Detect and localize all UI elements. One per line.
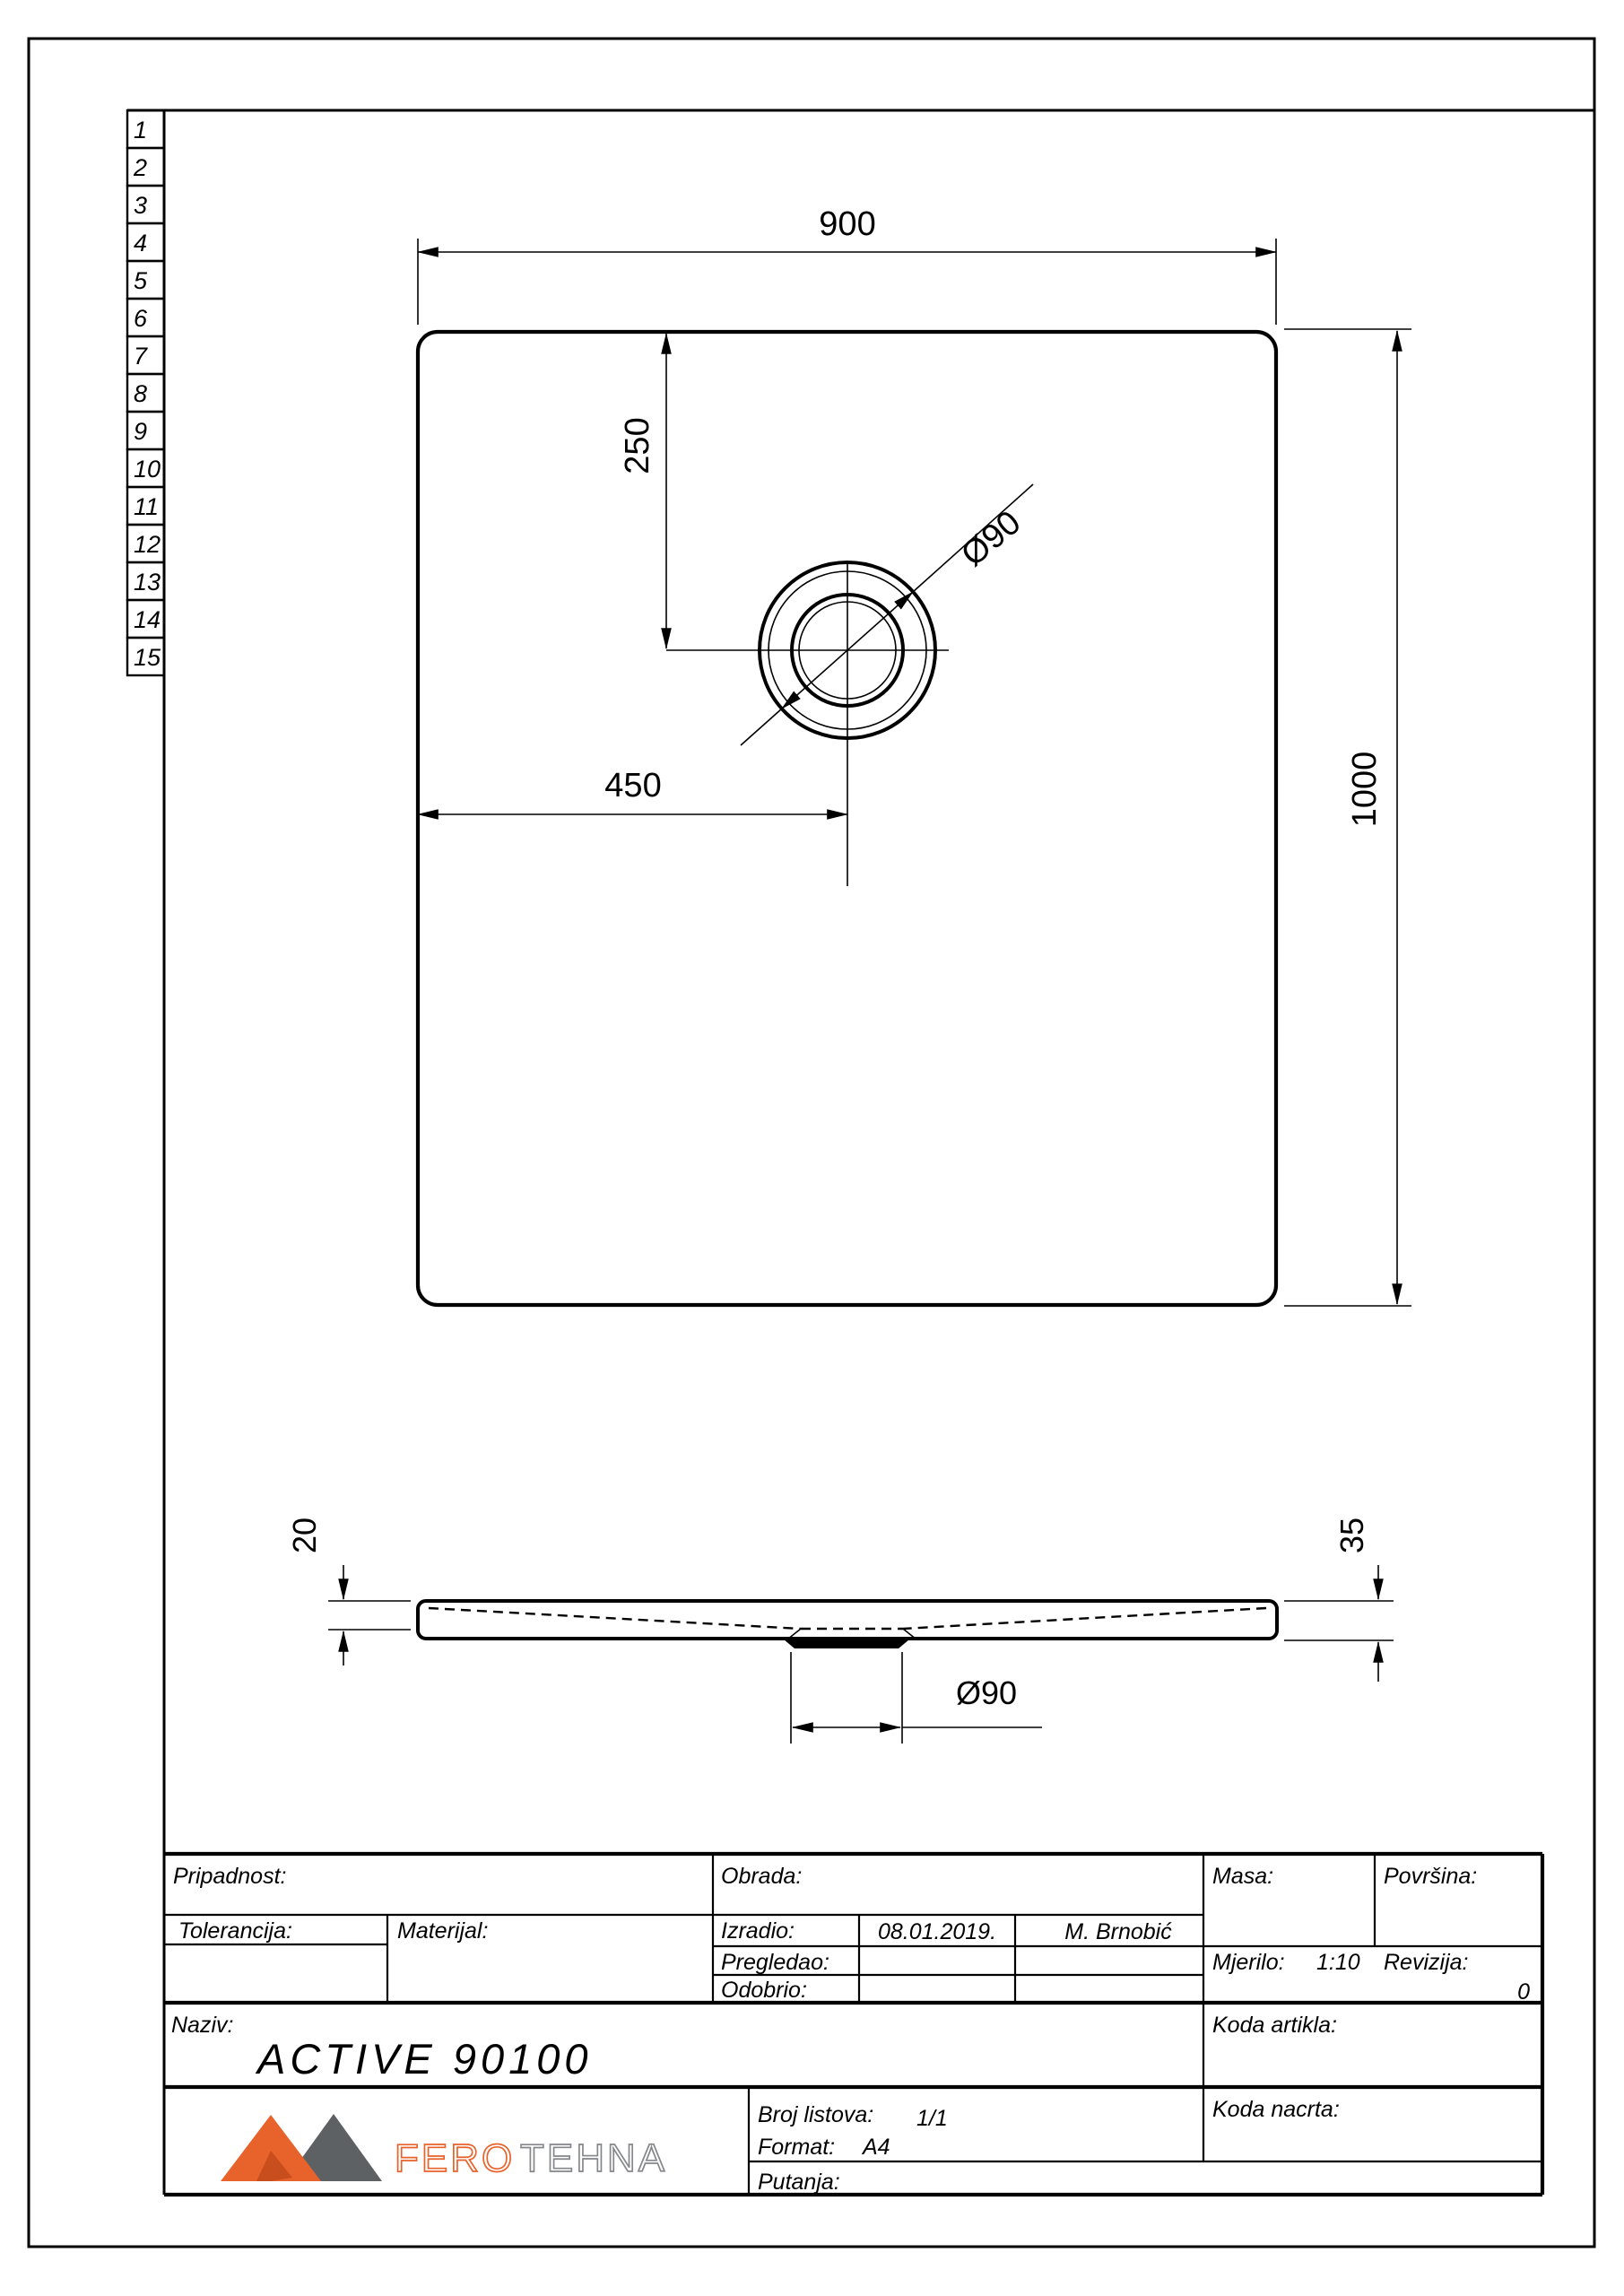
koda-nacrta-label: Koda nacrta: — [1212, 2097, 1340, 2122]
top-view — [418, 205, 1411, 1306]
title-block — [164, 1854, 1542, 2195]
koda-artikla-label: Koda artikla: — [1212, 2013, 1337, 2038]
naziv-label: Naziv: — [171, 2013, 234, 2038]
dim-35 — [1284, 1518, 1394, 1682]
row-number-text: 6 — [134, 305, 148, 332]
pregledao-label: Pregledao: — [721, 1950, 829, 1975]
dim-450 — [418, 767, 847, 814]
dim-35-text: 35 — [1333, 1517, 1370, 1554]
row-number-text: 9 — [134, 418, 148, 445]
obrada-label: Obrada: — [721, 1864, 803, 1889]
masa-label: Masa: — [1212, 1864, 1274, 1889]
floor-slope-left-hidden — [429, 1608, 801, 1629]
dim-1000-text: 1000 — [1346, 751, 1384, 828]
dim-900 — [418, 205, 1276, 325]
floor-slope-right-hidden — [903, 1608, 1266, 1629]
row-number-text: 5 — [134, 267, 148, 294]
povrsina-label: Površina: — [1384, 1864, 1478, 1889]
dim-diameter-90-side — [791, 1652, 1042, 1744]
row-number-text: 14 — [134, 606, 161, 633]
logo-word-tehna: TEHNA — [520, 2136, 668, 2180]
broj-listova-label: Broj listova: — [758, 2102, 874, 2127]
row-number-text: 8 — [134, 380, 148, 407]
row-number-text: 11 — [134, 493, 160, 520]
dim-20 — [286, 1518, 411, 1665]
dim-diameter-90-top — [741, 484, 1033, 745]
revizija-value: 0 — [1517, 1979, 1530, 2005]
dim-diameter-90-side-text: Ø90 — [955, 1674, 1018, 1711]
mjerilo-value: 1:10 — [1316, 1950, 1360, 1975]
revizija-label: Revizija: — [1384, 1950, 1469, 1975]
tolerancija-label: Tolerancija: — [178, 1918, 292, 1944]
dim-1000 — [1284, 329, 1411, 1306]
row-number-text: 13 — [134, 569, 161, 596]
logo-word-fero: FERO — [395, 2136, 516, 2180]
mjerilo-label: Mjerilo: — [1212, 1950, 1285, 1975]
dim-250-text: 250 — [619, 417, 656, 474]
naziv-value: ACTIVE 90100 — [257, 2035, 593, 2083]
row-number-text: 15 — [134, 644, 161, 671]
dim-450-text: 450 — [604, 767, 662, 804]
format-label: Format: — [758, 2135, 836, 2160]
dim-diameter-90-top-text: Ø90 — [954, 503, 1029, 574]
row-number-text: 7 — [134, 343, 148, 370]
ferotehna-logo — [221, 2114, 667, 2181]
row-number-text: 4 — [134, 230, 148, 257]
format-value: A4 — [863, 2135, 890, 2160]
dim-20-text: 20 — [286, 1517, 323, 1554]
broj-listova-value: 1/1 — [916, 2106, 948, 2131]
drain-boss — [784, 1639, 909, 1648]
row-number-text: 12 — [134, 531, 161, 558]
izradio-label: Izradio: — [721, 1918, 795, 1944]
side-view — [286, 1518, 1394, 1744]
izradio-date: 08.01.2019. — [877, 1919, 997, 1944]
materijal-label: Materijal: — [397, 1918, 489, 1944]
dim-250 — [619, 334, 666, 648]
putanja-label: Putanja: — [758, 2170, 840, 2195]
row-number-strip — [127, 110, 164, 675]
tray-outline-side-view — [418, 1601, 1277, 1639]
izradio-name: M. Brnobić — [1064, 1919, 1172, 1944]
row-number-text: 1 — [134, 117, 148, 144]
row-number-text: 10 — [134, 456, 161, 483]
row-number-text: 2 — [134, 154, 148, 181]
odobrio-label: Odobrio: — [721, 1978, 807, 2003]
row-number-text: 3 — [134, 192, 148, 219]
pripadnost-label: Pripadnost: — [173, 1864, 287, 1889]
dim-900-text: 900 — [819, 205, 876, 243]
